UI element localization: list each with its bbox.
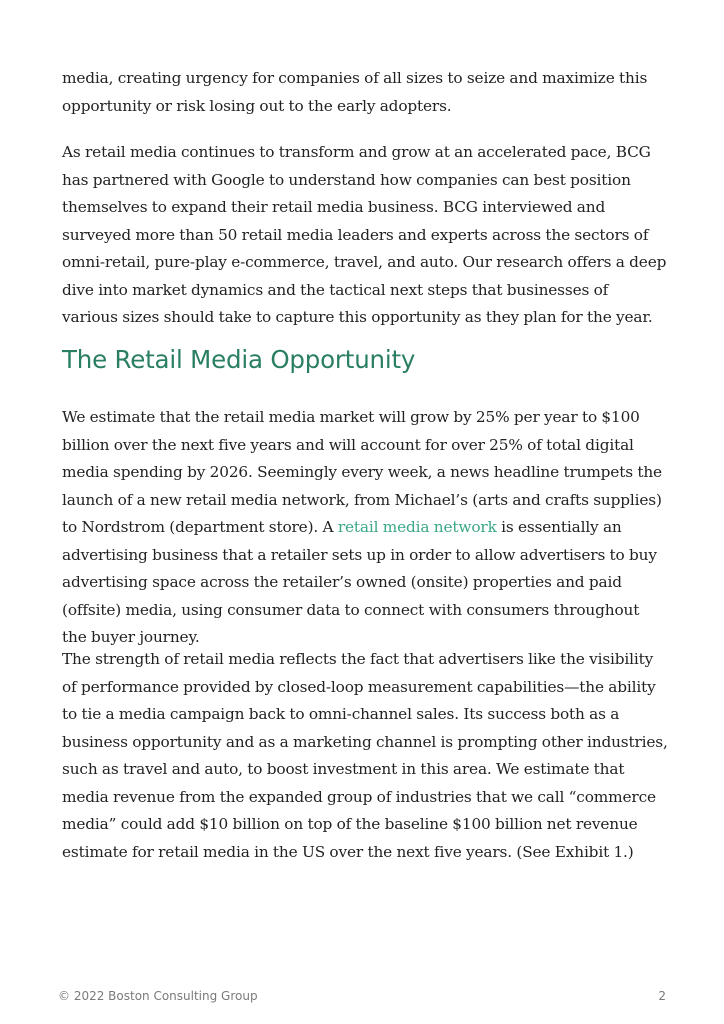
- footer-copyright: © 2022 Boston Consulting Group: [58, 989, 258, 1003]
- paragraph-3-text-start: We estimate that the retail media market will grow by 25% per year to $100 billion over the next five years and will account for over 25% of total digital media spending by 2026. Seemingly every week, a news headline trumpets the launch of a new retail media network, from Michael’s (arts and crafts supplies) to Nordstrom (department store). A: [62, 408, 662, 536]
- footer-page-number: 2: [658, 989, 666, 1003]
- paragraph-3-text-end: is essentially an advertising business that a retailer sets up in order to allow advertisers to buy advertising space across the retailer’s owned (onsite) properties and paid (offsite) media, using consumer data to connect with consumers throughout the buyer journey.: [62, 518, 657, 646]
- section-heading: The Retail Media Opportunity: [62, 345, 416, 374]
- body-paragraph-3: [62, 404, 668, 652]
- body-paragraph-1: media, creating urgency for companies of all sizes to seize and maximize this opportunity or risk losing out to the early adopters.: [62, 69, 648, 115]
- retail-media-network-link[interactable]: retail media network: [337, 518, 497, 536]
- body-paragraph-2: As retail media continues to transform and grow at an accelerated pace, BCG has partnered with Google to understand how companies can best position themselves to expand their retail media business. BCG interviewed and surveyed more than 50 retail media leaders and experts across the sectors of omni-retail, pure-play e-commerce, travel, and auto. Our research offers a deep dive into market dynamics and the tactical next steps that businesses of various sizes should take to capture this opportunity as they plan for the year.: [62, 143, 667, 326]
- body-paragraph-4: The strength of retail media reflects the fact that advertisers like the visibility of performance provided by closed-loop measurement capabilities—the ability to tie a media campaign back to omni-channel sales. Its success both as a business opportunity and as a marketing channel is prompting other industries, such as travel and auto, to boost investment in this area. We estimate that media revenue from the expanded group of industries that we call “commerce media” could add $10 billion on top of the baseline $100 billion net revenue estimate for retail media in the US over the next five years. (See Exhibit 1.): [62, 650, 668, 861]
